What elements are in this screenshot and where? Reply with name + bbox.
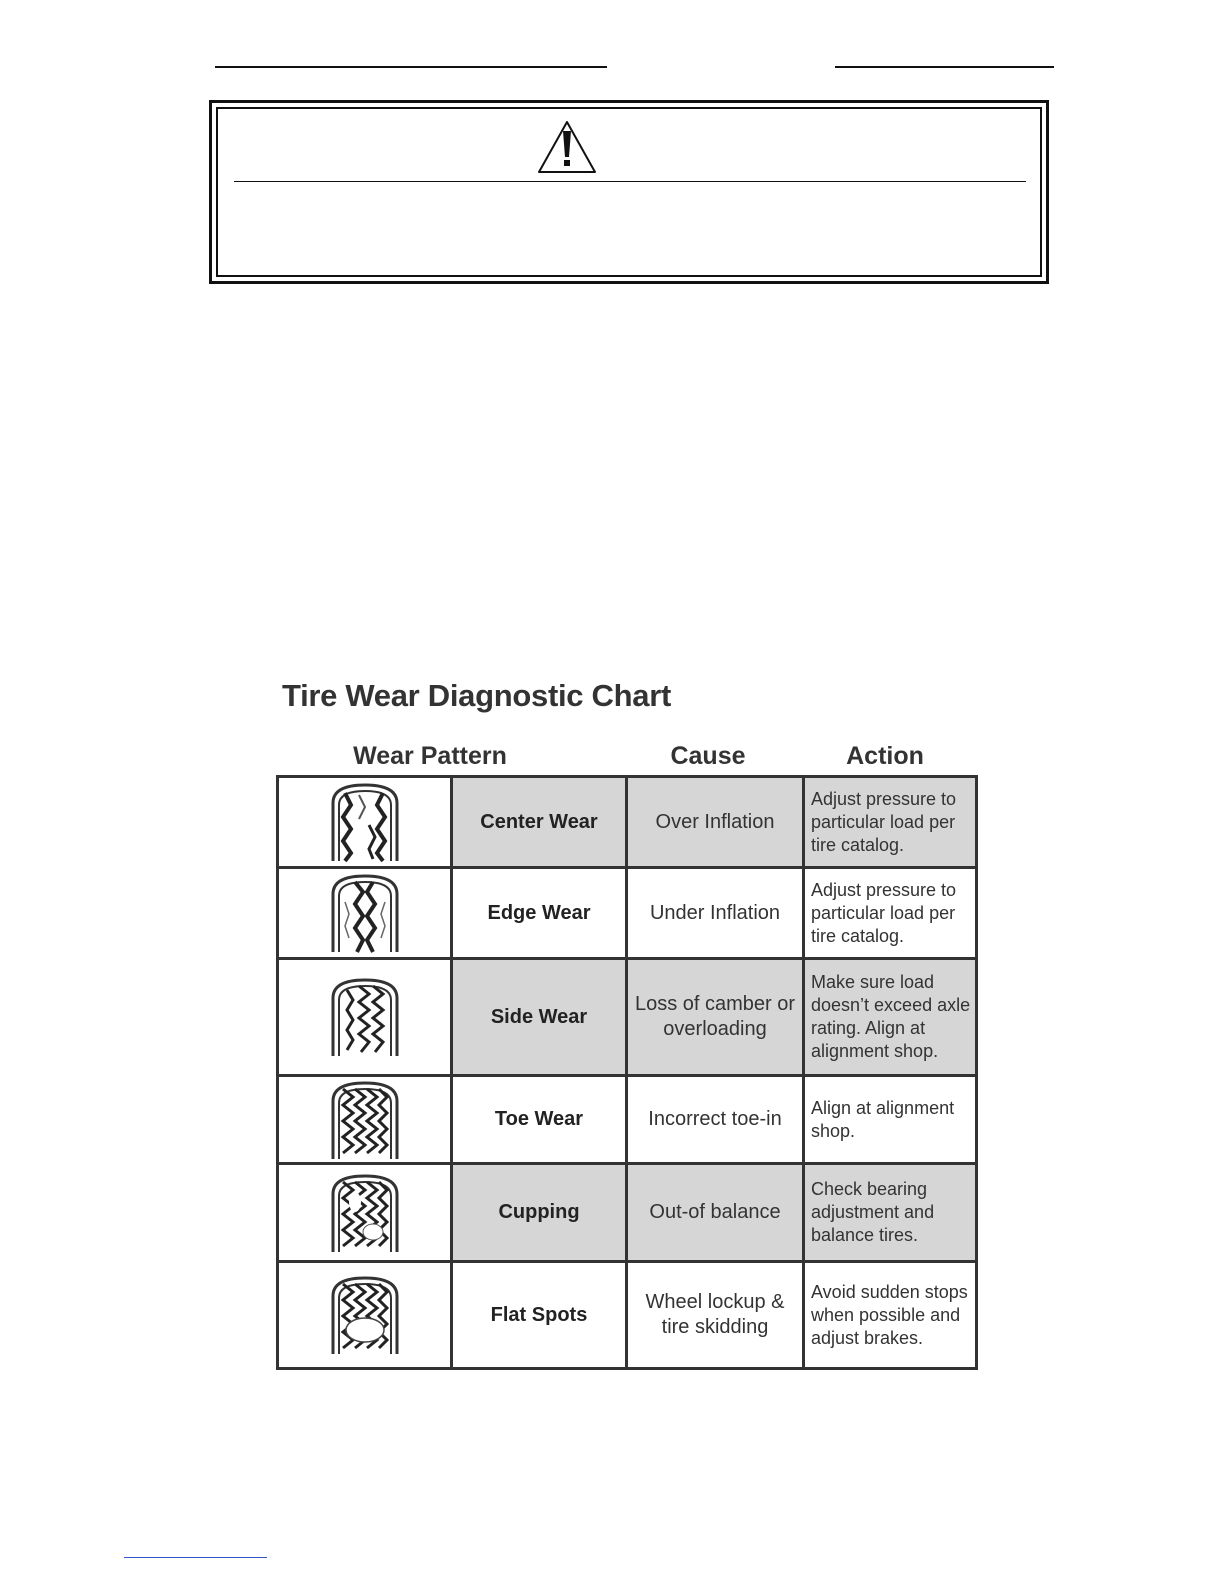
warning-box xyxy=(209,100,1049,284)
wear-name: Flat Spots xyxy=(453,1263,628,1367)
footer-link-underline[interactable] xyxy=(124,1557,267,1558)
wear-action: Check bearing adjustment and balance tires. xyxy=(805,1165,975,1260)
header-action: Action xyxy=(846,742,924,770)
wear-name: Side Wear xyxy=(453,960,628,1074)
tire-toe-wear-icon xyxy=(325,1079,405,1161)
tire-flat-spots-icon xyxy=(325,1274,405,1356)
wear-action: Align at alignment shop. xyxy=(811,1097,955,1141)
warning-box-inner xyxy=(216,107,1042,277)
wear-pattern-cell xyxy=(279,778,453,866)
wear-pattern-cell xyxy=(279,1263,453,1367)
tire-center-wear-icon xyxy=(325,781,405,863)
table-row xyxy=(279,1077,975,1165)
wear-pattern-cell xyxy=(279,1077,453,1162)
header-rule-left xyxy=(215,66,607,68)
table-row xyxy=(279,1165,975,1263)
tire-side-wear-icon xyxy=(325,976,405,1058)
wear-cause: Wheel lockup & tire skidding xyxy=(628,1263,805,1367)
wear-cause: Incorrect toe-in xyxy=(628,1077,805,1162)
wear-cause: Out-of balance xyxy=(628,1165,805,1260)
header-rule-right xyxy=(835,66,1054,68)
table-row xyxy=(279,960,975,1077)
wear-name: Toe Wear xyxy=(453,1077,628,1162)
table-row xyxy=(279,778,975,869)
wear-pattern-cell xyxy=(279,960,453,1074)
wear-pattern-cell xyxy=(279,1165,453,1260)
warning-triangle-icon xyxy=(536,119,598,175)
chart-title: Tire Wear Diagnostic Chart xyxy=(282,678,671,713)
table-row xyxy=(279,1263,975,1367)
tire-cupping-icon xyxy=(325,1172,405,1254)
wear-action: Avoid sudden stops when possible and adjust brakes. xyxy=(811,1281,968,1348)
tire-wear-table xyxy=(276,775,978,1370)
wear-name: Cupping xyxy=(453,1165,628,1260)
wear-pattern-cell xyxy=(279,869,453,957)
wear-cause: Over Inflation xyxy=(628,778,805,866)
wear-action: Make sure load doesn’t exceed axle rating. Align at alignment shop. xyxy=(805,960,975,1074)
tire-edge-wear-icon xyxy=(325,872,405,954)
wear-cause: Under Inflation xyxy=(628,869,805,957)
wear-name: Edge Wear xyxy=(453,869,628,957)
wear-cause: Loss of camber or overloading xyxy=(628,960,805,1074)
warning-divider xyxy=(234,181,1026,182)
header-wear-pattern: Wear Pattern xyxy=(353,742,507,770)
wear-action: Adjust pressure to particular load per tire catalog. xyxy=(811,879,957,946)
wear-action: Adjust pressure to particular load per tire catalog. xyxy=(805,778,975,866)
header-cause: Cause xyxy=(670,742,746,770)
wear-name: Center Wear xyxy=(453,778,628,866)
table-row xyxy=(279,869,975,960)
